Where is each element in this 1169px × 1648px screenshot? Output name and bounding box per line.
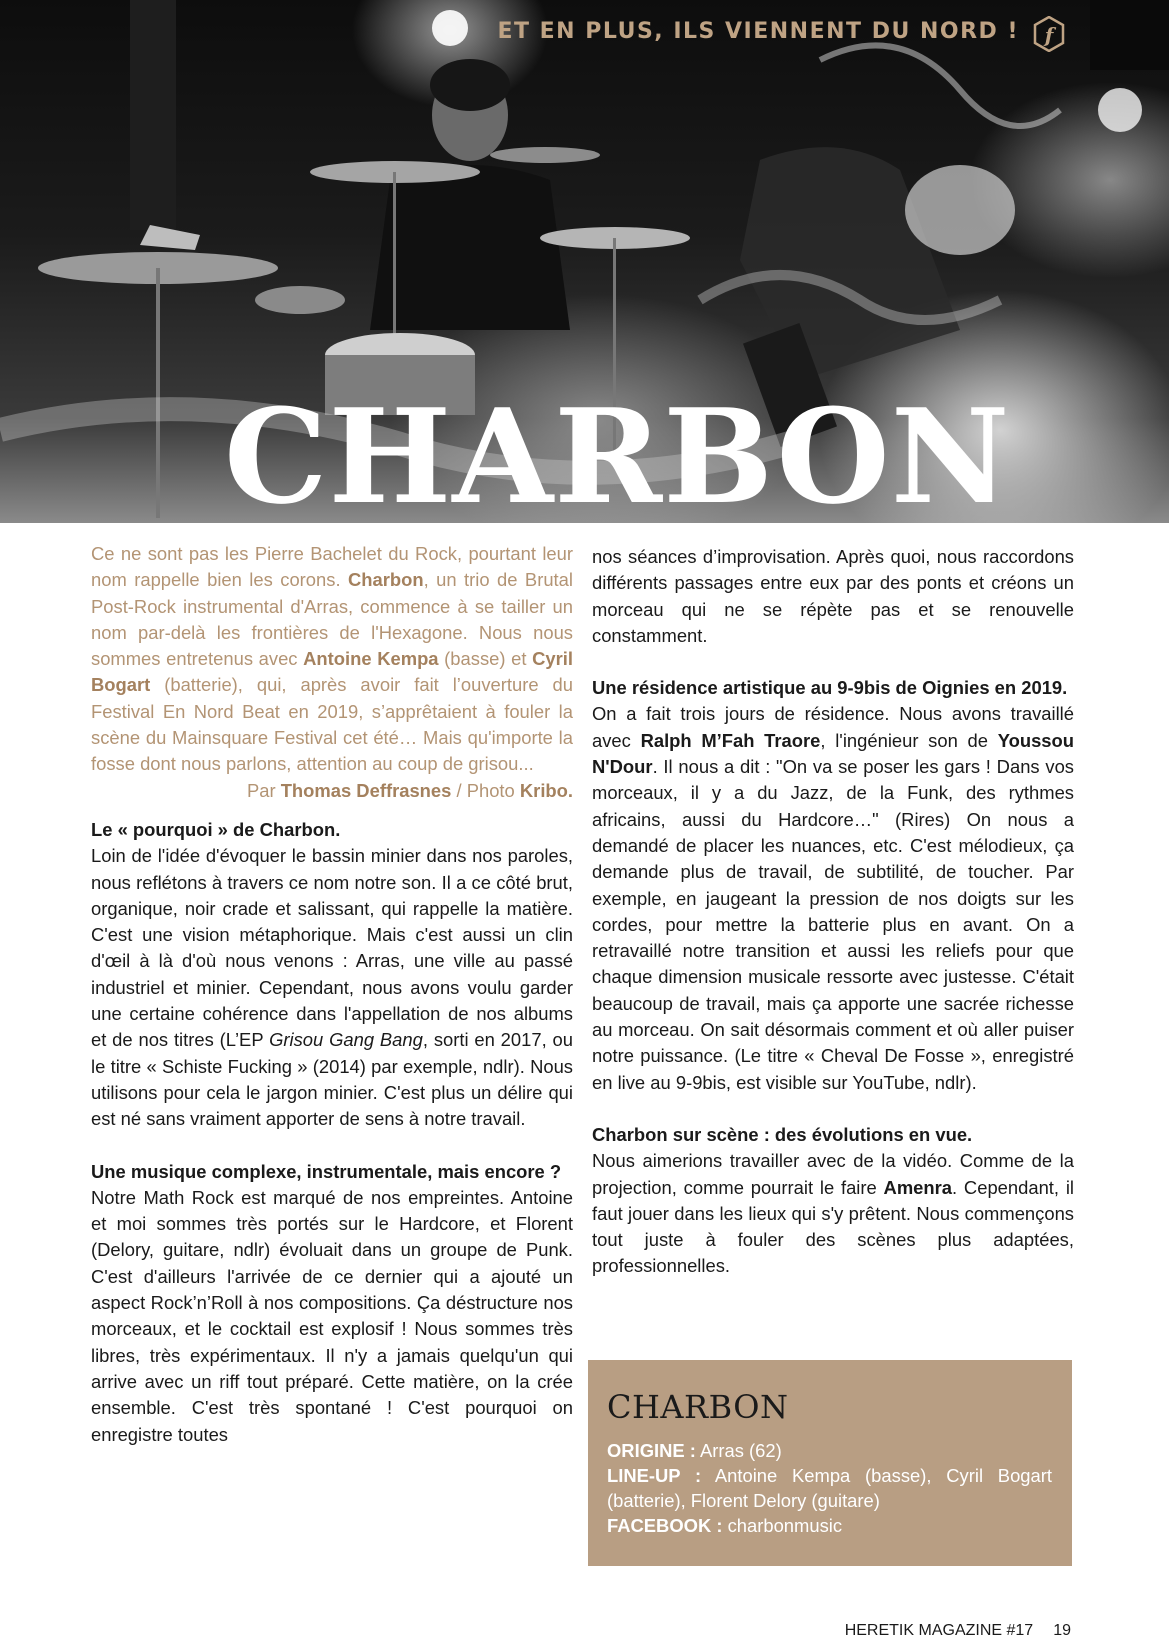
info-origin: ORIGINE : Arras (62) xyxy=(607,1440,782,1461)
page-number: 19 xyxy=(1053,1622,1071,1639)
section-body: On a fait trois jours de résidence. Nous avons travaillé avec Ralph M’Fah Traore, l'ingénieur son de Youssou N'Dour. Il nous a dit : "On va se poser les gars ! Dans vos morceaux, il y a du Jazz, de la Funk, des rythmes africains, aussi du Hardcore…" (Rires) On nous a demandé de placer les nuances, etc. C'est mélodieux, ça demande plus de travail, de subtilité, de toucher. Par exemple, en jaugeant la pression de nos doigts sur les cordes, pour mettre la batterie plus en avant. On a retravaillé notre transition et aussi les reliefs pour que chaque dimension musicale ressorte avec justesse. C'était beaucoup de travail, mais ça apporte une sacrée richesse au morceau. On sait désormais comment et où aller puiser notre puissance. (Le titre « Cheval De Fosse », enregistré en live au 9-9bis, est visible sur YouTube, ndlr). xyxy=(592,703,1074,1093)
section-heading: Charbon sur scène : des évolutions en vue. xyxy=(592,1123,973,1145)
section-body: Nous aimerions travailler avec de la vidéo. Comme de la projection, comme pourrait le faire Amenra. Cependant, il faut jouer dans les lieux qui s'y prêtent. Nous commençons tout juste à fouler des scènes plus adaptées, professionnelles. xyxy=(592,1150,1074,1277)
intro-paragraph: Ce ne sont pas les Pierre Bachelet du Rock, pourtant leur nom rappelle bien les corons. Charbon, un trio de Brutal Post-Rock instrumental d'Arras, commence à se tailler un nom par-delà les frontières de l'Hexagone. Nous nous sommes entretenus avec Antoine Kempa (basse) et Cyril Bogart (batterie), qui, après avoir fait l’ouverture du Festival En Nord Beat en 2019, s’apprêtaient à fouler la scène du Mainsquare Festival cet été… Mais qu'importe la fosse dont nous parlons, attention au coup de grisou... xyxy=(91,543,573,775)
section-body-continued: nos séances d’improvisation. Après quoi, nous raccordons différents passages entre eux par des ponts et créons un morceau qui ne se répète pas et se renouvelle constamment. xyxy=(592,546,1074,646)
section-heading: Une résidence artistique au 9-9bis de Oignies en 2019. xyxy=(592,677,1068,699)
magazine-issue: HERETIK MAGAZINE #17 xyxy=(844,1622,1034,1639)
hero-photo xyxy=(0,0,1169,523)
page-footer xyxy=(845,1622,1071,1640)
section-heading: Le « pourquoi » de Charbon. xyxy=(91,818,341,840)
right-column xyxy=(592,544,1074,1280)
section-body: Loin de l'idée d'évoquer le bassin minier dans nos paroles, nous reflétons à travers ce nom notre son. Il a ce côté brut, organique, noir crade et salissant, qui rappelle la matière. C'est une vision métaphorique. Mais c'est aussi un clin d'œil à là d'où nous venons : Arras, une ville au passé industriel et minier. Cependant, nous avons voulu garder une certaine cohérence dans l'appellation de nos albums et de nos titres (L’EP Grisou Gang Bang, sorti en 2017, ou le titre « Schiste Fucking » (2014) par exemple, ndlr). Nous utilisons pour cela le jargon minier. C'est plus un délire qui est né sans vraiment apporter de sens à notre travail. xyxy=(91,845,573,1130)
facebook-icon xyxy=(1033,16,1065,52)
info-box-title: CHARBON xyxy=(607,1388,789,1426)
svg-text:f: f xyxy=(1044,23,1054,47)
section-heading: Une musique complexe, instrumentale, mais encore ? xyxy=(91,1160,562,1182)
left-column xyxy=(91,541,573,1448)
info-facebook: FACEBOOK : charbonmusic xyxy=(607,1515,843,1536)
byline: Par Thomas Deffrasnes / Photo Kribo. xyxy=(246,779,573,801)
band-info-box xyxy=(588,1360,1072,1566)
article-title: CHARBON xyxy=(224,380,1011,523)
info-lineup: LINE-UP : Antoine Kempa (basse), Cyril Bogart (batterie), Florent Delory (guitare) xyxy=(607,1465,1052,1511)
section-kicker: ET EN PLUS, ILS VIENNENT DU NORD ! xyxy=(497,19,1019,44)
section-body: Notre Math Rock est marqué de nos empreintes. Antoine et moi sommes très portés sur le Hardcore, et Florent (Delory, guitare, ndlr) évoluait dans un groupe de Punk. C'est d'ailleurs l'arrivée de ce dernier qui a ajouté un aspect Rock’n’Roll à nos compositions. Ça déstructure nos morceaux, et le cocktail est explosif ! Nous sommes très libres, très expérimentaux. Il n'y a jamais quelqu'un qui arrive avec un riff tout préparé. Cette matière, on la crée ensemble. C'est très spontané ! C'est pourquoi on enregistre toutes xyxy=(91,1186,573,1445)
